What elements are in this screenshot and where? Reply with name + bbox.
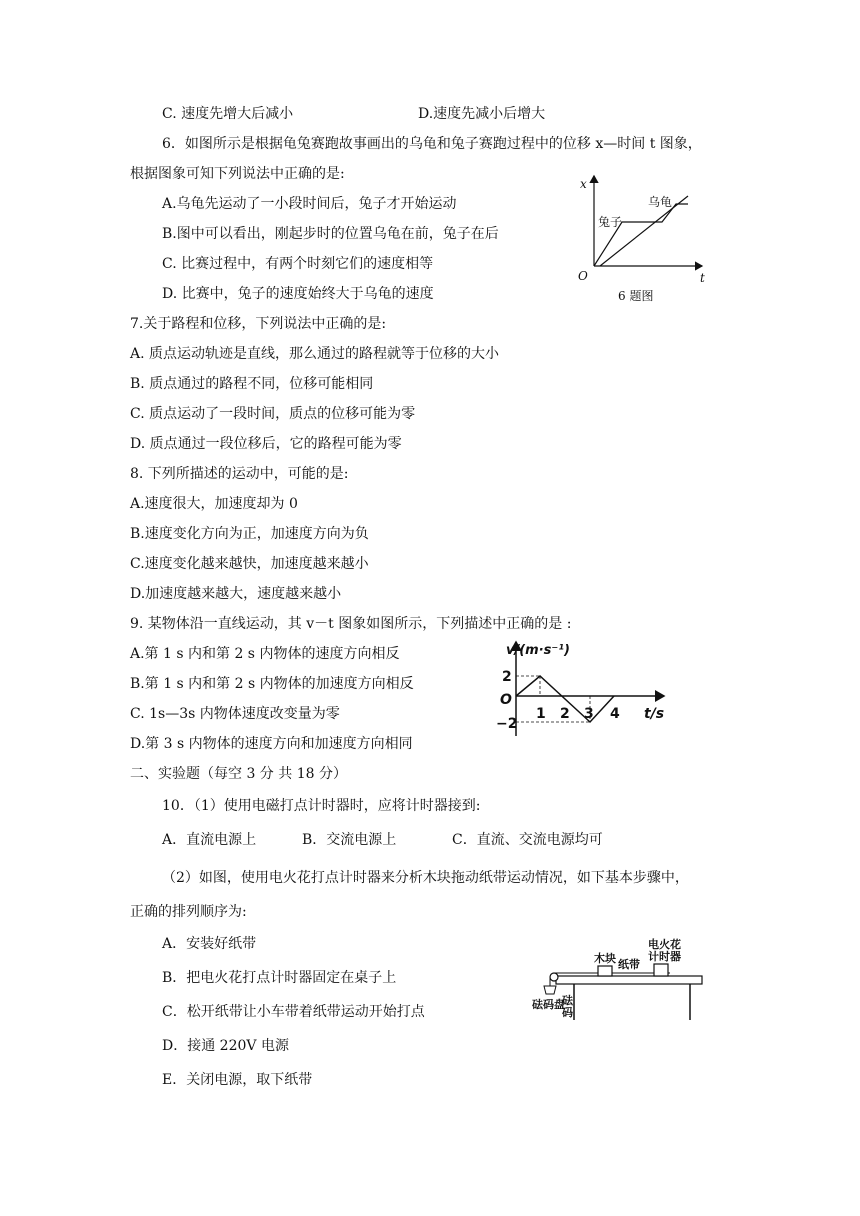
q6-xt-graph: [570, 168, 730, 308]
q8-stem: 8. 下列所描述的运动中，可能的是:: [130, 466, 349, 482]
weight-label-2: 码: [562, 1006, 573, 1019]
q10-part2-line1: （2）如图，使用电火花打点计时器来分析木块拖动纸带运动情况，如下基本步骤中，: [162, 870, 689, 886]
q9-t-tick-4: 4: [610, 706, 620, 722]
q6-rabbit-label: 兔子: [598, 215, 623, 229]
q9-t-axis-label: t/s: [644, 706, 665, 722]
q9-t-tick-2: 2: [560, 706, 570, 722]
q10-part1: 10．（1）使用电磁打点计时器时，应将计时器接到:: [162, 798, 481, 814]
q6-stem-line1: 6．如图所示是根据龟兔赛跑故事画出的乌龟和兔子赛跑过程中的位移 x—时间 t 图象，: [162, 136, 702, 152]
section2-title: 二、实验题（每空 3 分 共 18 分）: [130, 766, 347, 782]
q6-stem-line2: 根据图象可知下列说法中正确的是:: [130, 166, 345, 182]
q7-stem: 7.关于路程和位移，下列说法中正确的是:: [130, 316, 387, 332]
q10-step-e: E．关闭电源，取下纸带: [162, 1072, 313, 1088]
q10-step-a: A．安装好纸带: [162, 936, 257, 952]
q6-tortoise-label: 乌龟: [648, 195, 673, 209]
q5-option-c: C. 速度先增大后减小: [162, 106, 294, 122]
q9-v-axis-label: v/(m·s⁻¹): [506, 643, 570, 658]
q10-step-b: B．把电火花打点计时器固定在桌子上: [162, 970, 397, 986]
q7-option-a: A. 质点运动轨迹是直线，那么通过的路程就等于位移的大小: [130, 346, 500, 362]
timer-label-2: 计时器: [648, 950, 681, 963]
tray-label: 砝码盘: [532, 998, 565, 1011]
q10-step-c: C．松开纸带让小车带着纸带运动开始打点: [162, 1004, 425, 1020]
q9-origin-label: O: [500, 692, 512, 708]
q9-option-a: A.第 1 s 内和第 2 s 内物体的速度方向相反: [130, 646, 400, 662]
q10-part1-option-a: A．直流电源上: [162, 832, 257, 848]
q9-t-tick-3: 3: [584, 706, 594, 722]
q10-apparatus-diagram: [530, 934, 710, 1024]
q9-y-tick-neg2: −2: [496, 716, 518, 732]
q6-tortoise-line: [600, 196, 688, 266]
block-label: 木块: [594, 952, 616, 965]
q8-option-a: A.速度很大，加速度却为 0: [130, 496, 298, 512]
weight-label-1: 砝: [562, 994, 573, 1007]
q7-option-b: B. 质点通过的路程不同，位移可能相同: [130, 376, 374, 392]
spark-timer: [654, 964, 668, 976]
q10-step-d: D．接通 220V 电源: [162, 1038, 289, 1054]
q6-x-axis-label: x: [580, 177, 587, 191]
pulley: [550, 973, 558, 981]
q9-option-c: C. 1s—3s 内物体速度改变量为零: [130, 706, 340, 722]
q5-option-d: D.速度先减小后增大: [418, 106, 546, 122]
tape-label: 纸带: [618, 958, 640, 971]
q9-vt-graph: [494, 636, 674, 746]
q7-option-c: C. 质点运动了一段时间，质点的位移可能为零: [130, 406, 416, 422]
timer-label-1: 电火花: [648, 938, 681, 951]
q8-option-b: B.速度变化方向为正，加速度方向为负: [130, 526, 369, 542]
q6-option-b: B.图中可以看出，刚起步时的位置乌龟在前，兔子在后: [162, 226, 499, 242]
q6-t-axis-label: t: [700, 271, 705, 285]
q9-t-tick-1: 1: [536, 706, 546, 722]
q6-option-a: A.乌龟先运动了一小段时间后，兔子才开始运动: [162, 196, 457, 212]
q8-option-c: C.速度变化越来越快，加速度越来越小: [130, 556, 369, 572]
wood-block: [598, 966, 612, 976]
q9-y-tick-2: 2: [502, 669, 512, 685]
q6-figure-caption: 6 题图: [618, 289, 654, 303]
q6-rabbit-line: [594, 204, 688, 266]
q6-origin-label: O: [578, 269, 588, 283]
q9-stem: 9. 某物体沿一直线运动，其 v－t 图象如图所示，下列描述中正确的是 :: [130, 616, 572, 632]
q10-part1-option-c: C．直流、交流电源均可: [452, 832, 603, 848]
q10-part2-line2: 正确的排列顺序为:: [130, 904, 247, 920]
q7-option-d: D. 质点通过一段位移后，它的路程可能为零: [130, 436, 402, 452]
q6-option-d: D. 比赛中，兔子的速度始终大于乌龟的速度: [162, 286, 434, 302]
q10-part1-option-b: B．交流电源上: [302, 832, 397, 848]
q6-option-c: C. 比赛过程中，有两个时刻它们的速度相等: [162, 256, 434, 272]
q8-option-d: D.加速度越来越大，速度越来越小: [130, 586, 342, 602]
q9-option-b: B.第 1 s 内和第 2 s 内物体的加速度方向相反: [130, 676, 414, 692]
table-top: [556, 976, 702, 984]
weight-tray: [544, 986, 556, 994]
q9-option-d: D.第 3 s 内物体的速度方向和加速度方向相同: [130, 736, 413, 752]
